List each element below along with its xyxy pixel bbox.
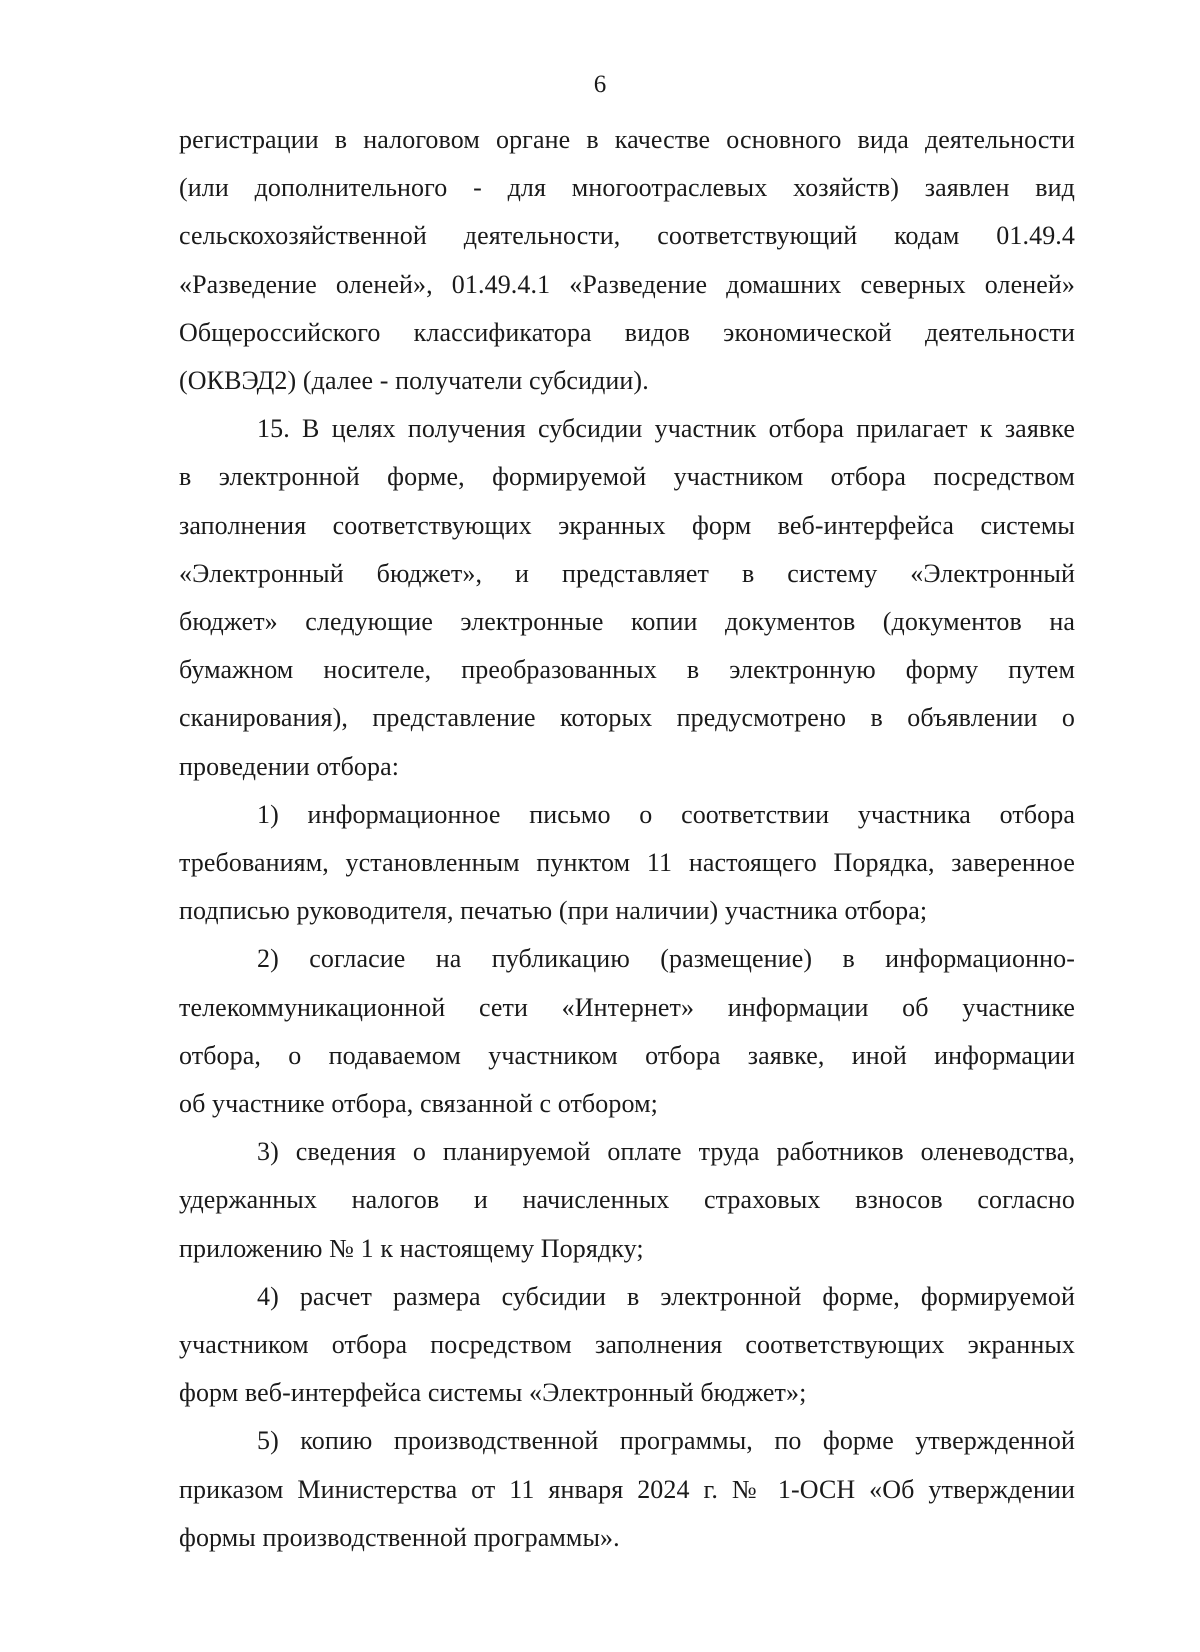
paragraph-item-15 <box>179 405 1075 791</box>
text-line: требованиям, установленным пунктом 11 настоящего Порядка, заверенное <box>179 848 1075 878</box>
text-line: 4) расчет размера субсидии в электронной форме, формируемой <box>257 1281 1075 1311</box>
text-line: 2) согласие на публикацию (размещение) в информационно- <box>257 944 1075 974</box>
text-line: «Электронный бюджет», и представляет в систему «Электронный <box>179 558 1075 588</box>
paragraph-subitem-5 <box>179 1417 1075 1562</box>
text-line: проведении отбора: <box>179 751 400 781</box>
text-line: телекоммуникационной сети «Интернет» информации об участнике <box>179 992 1075 1022</box>
text-line: 1) информационное письмо о соответствии участника отбора <box>257 799 1075 829</box>
text-line: (или дополнительного - для многоотраслевых хозяйств) заявлен вид <box>179 173 1075 203</box>
text-line: 5) копию производственной программы, по форме утвержденной <box>257 1426 1075 1456</box>
text-line: заполнения соответствующих экранных форм веб-интерфейса системы <box>179 510 1075 540</box>
text-line: сельскохозяйственной деятельности, соответствующий кодам 01.49.4 <box>179 221 1075 251</box>
text-line: участником отбора посредством заполнения соответствующих экранных <box>179 1330 1075 1360</box>
page-number: 6 <box>593 71 607 98</box>
text-line: «Разведение оленей», 01.49.4.1 «Разведение домашних северных оленей» <box>179 269 1075 299</box>
text-line: в электронной форме, формируемой участником отбора посредством <box>179 462 1075 492</box>
text-line: сканирования), представление которых предусмотрено в объявлении о <box>179 703 1075 733</box>
text-line: (ОКВЭД2) (далее - получатели субсидии). <box>179 366 649 396</box>
text-line: об участнике отбора, связанной с отбором; <box>179 1089 658 1119</box>
text-line: Общероссийского классификатора видов экономической деятельности <box>179 317 1075 347</box>
text-line: отбора, о подаваемом участником отбора заявке, иной информации <box>179 1040 1075 1070</box>
paragraph-subitem-4 <box>179 1273 1075 1418</box>
text-line: удержанных налогов и начисленных страховых взносов согласно <box>179 1185 1075 1215</box>
text-line: форм веб-интерфейса системы «Электронный бюджет»; <box>179 1378 807 1408</box>
paragraph-subitem-3 <box>179 1128 1075 1273</box>
text-line: 3) сведения о планируемой оплате труда работников оленеводства, <box>257 1137 1075 1167</box>
text-line: бюджет» следующие электронные копии документов (документов на <box>179 607 1075 637</box>
document-body <box>179 116 1075 1562</box>
paragraph-subitem-2 <box>179 935 1075 1128</box>
text-line: приказом Министерства от 11 января 2024 г. № 1-ОСН «Об утверждении <box>179 1474 1075 1504</box>
paragraph-subitem-1 <box>179 791 1075 936</box>
text-line: 15. В целях получения субсидии участник отбора прилагает к заявке <box>257 414 1075 444</box>
text-line: регистрации в налоговом органе в качестве основного вида деятельности <box>179 125 1075 154</box>
text-line: бумажном носителе, преобразованных в электронную форму путем <box>179 655 1075 685</box>
text-line: приложению № 1 к настоящему Порядку; <box>179 1233 644 1263</box>
paragraph-continuation <box>179 116 1075 405</box>
text-line: формы производственной программы». <box>179 1522 620 1552</box>
text-line: подписью руководителя, печатью (при наличии) участника отбора; <box>179 896 928 926</box>
